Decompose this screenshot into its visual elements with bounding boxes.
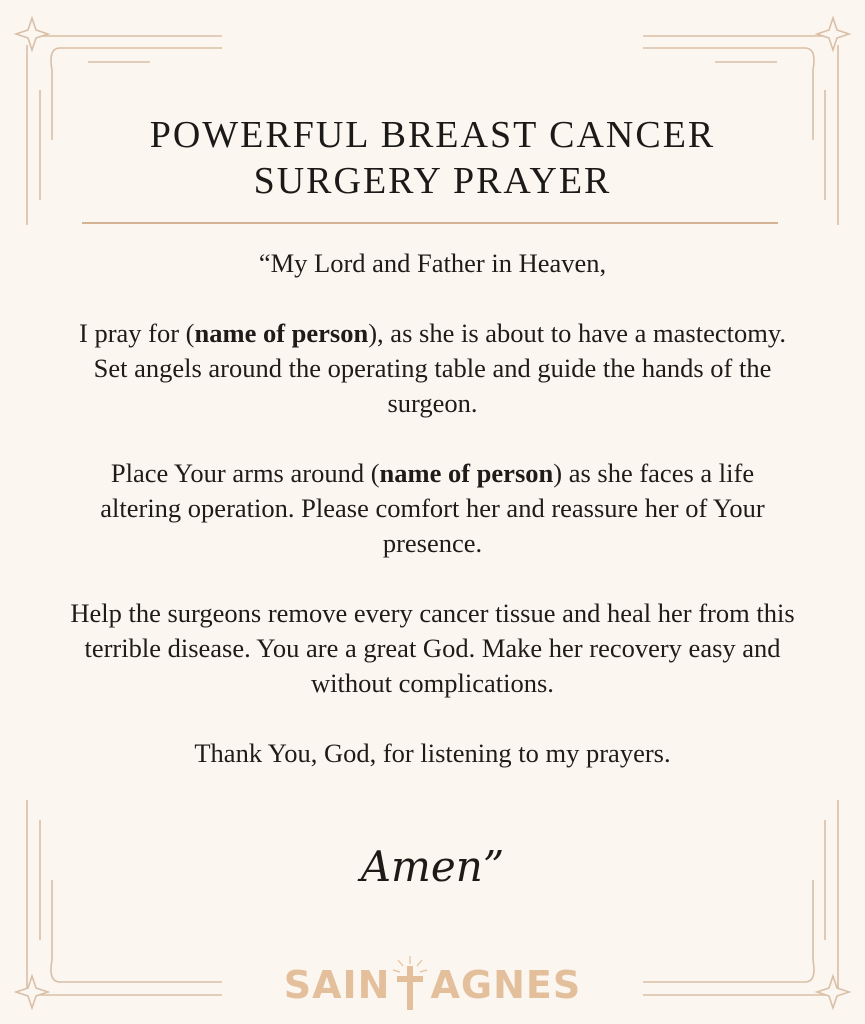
star-icon [16,18,48,50]
logo-text-right: AGNES [430,963,582,1007]
page-title [0,112,865,204]
title-divider [82,222,778,224]
prayer-paragraph-1 [70,316,795,421]
prayer-paragraph-2 [70,456,795,561]
prayer-body [70,246,795,806]
logo-text-left: SAIN [283,963,391,1007]
placeholder-name: name of person [379,458,554,488]
saint-agnes-logo [250,950,615,1020]
star-icon [817,18,849,50]
prayer-paragraph-4: Thank You, God, for listening to my prayers. [194,738,671,768]
cross-icon [390,954,430,1016]
title-line-1: POWERFUL BREAST CANCER [149,114,716,156]
text-segment: I pray for ( [79,318,195,348]
prayer-closing: Amen” [360,842,505,891]
star-icon [16,976,48,1008]
placeholder-name: name of person [194,318,369,348]
prayer-paragraph-3: Help the surgeons remove every cancer tissue and heal her from this terrible disease. You are a great God. Make her recovery easy and without complications. [70,598,795,698]
text-segment: ) as she faces a life altering operation. Please comfort her and reassure her of Your presence. [100,458,765,558]
title-line-2: SURGERY PRAYER [253,160,612,202]
text-segment: ), as she is about to have a mastectomy. Set angels around the operating table and guide the hands of the surgeon. [93,318,786,418]
star-icon [817,976,849,1008]
text-segment: Place Your arms around ( [110,458,380,488]
prayer-greeting: “My Lord and Father in Heaven, [258,248,607,278]
